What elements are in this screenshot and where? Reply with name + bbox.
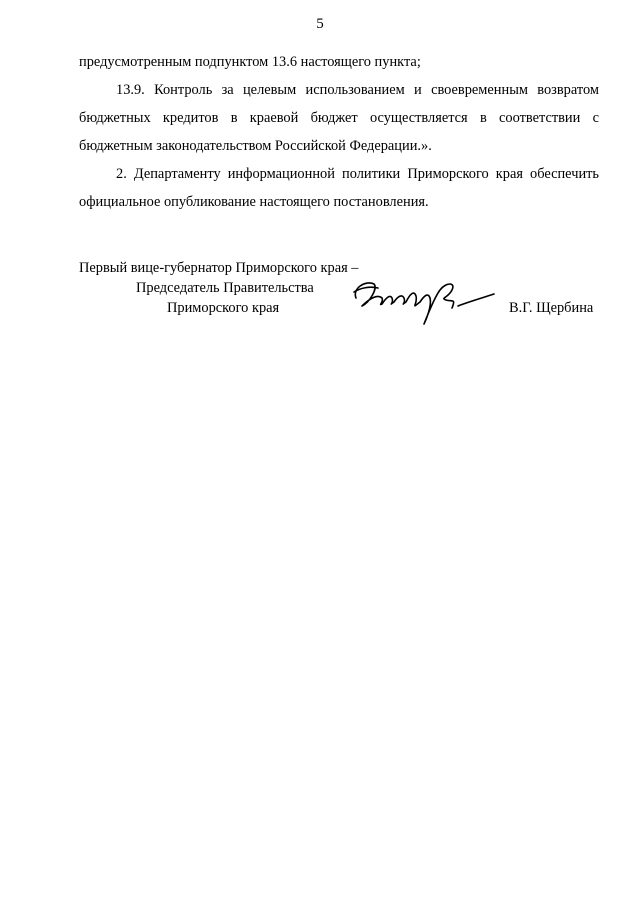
document-body — [79, 48, 599, 216]
page-number: 5 — [316, 16, 324, 32]
signatory-title-line3: Приморского края — [167, 300, 280, 316]
signatory-title-line1: Первый вице-губернатор Приморского края – — [79, 260, 359, 276]
paragraph-2: 2. Департаменту информационной политики Приморского края обеспечить официальное опубликование настоящего постановления. — [79, 166, 599, 210]
signatory-title-line2: Председатель Правительства — [136, 280, 314, 296]
signatory-name: В.Г. Щербина — [509, 300, 594, 316]
paragraph-13-9: 13.9. Контроль за целевым использованием и своевременным возвратом бюджетных кредитов в краевой бюджет осуществляется в соответствии с бюджетным законодательством Российской Федерации.». — [79, 82, 599, 154]
paragraph-continuation: предусмотренным подпунктом 13.6 настоящего пункта; — [79, 54, 421, 70]
handwritten-signature — [348, 268, 498, 328]
